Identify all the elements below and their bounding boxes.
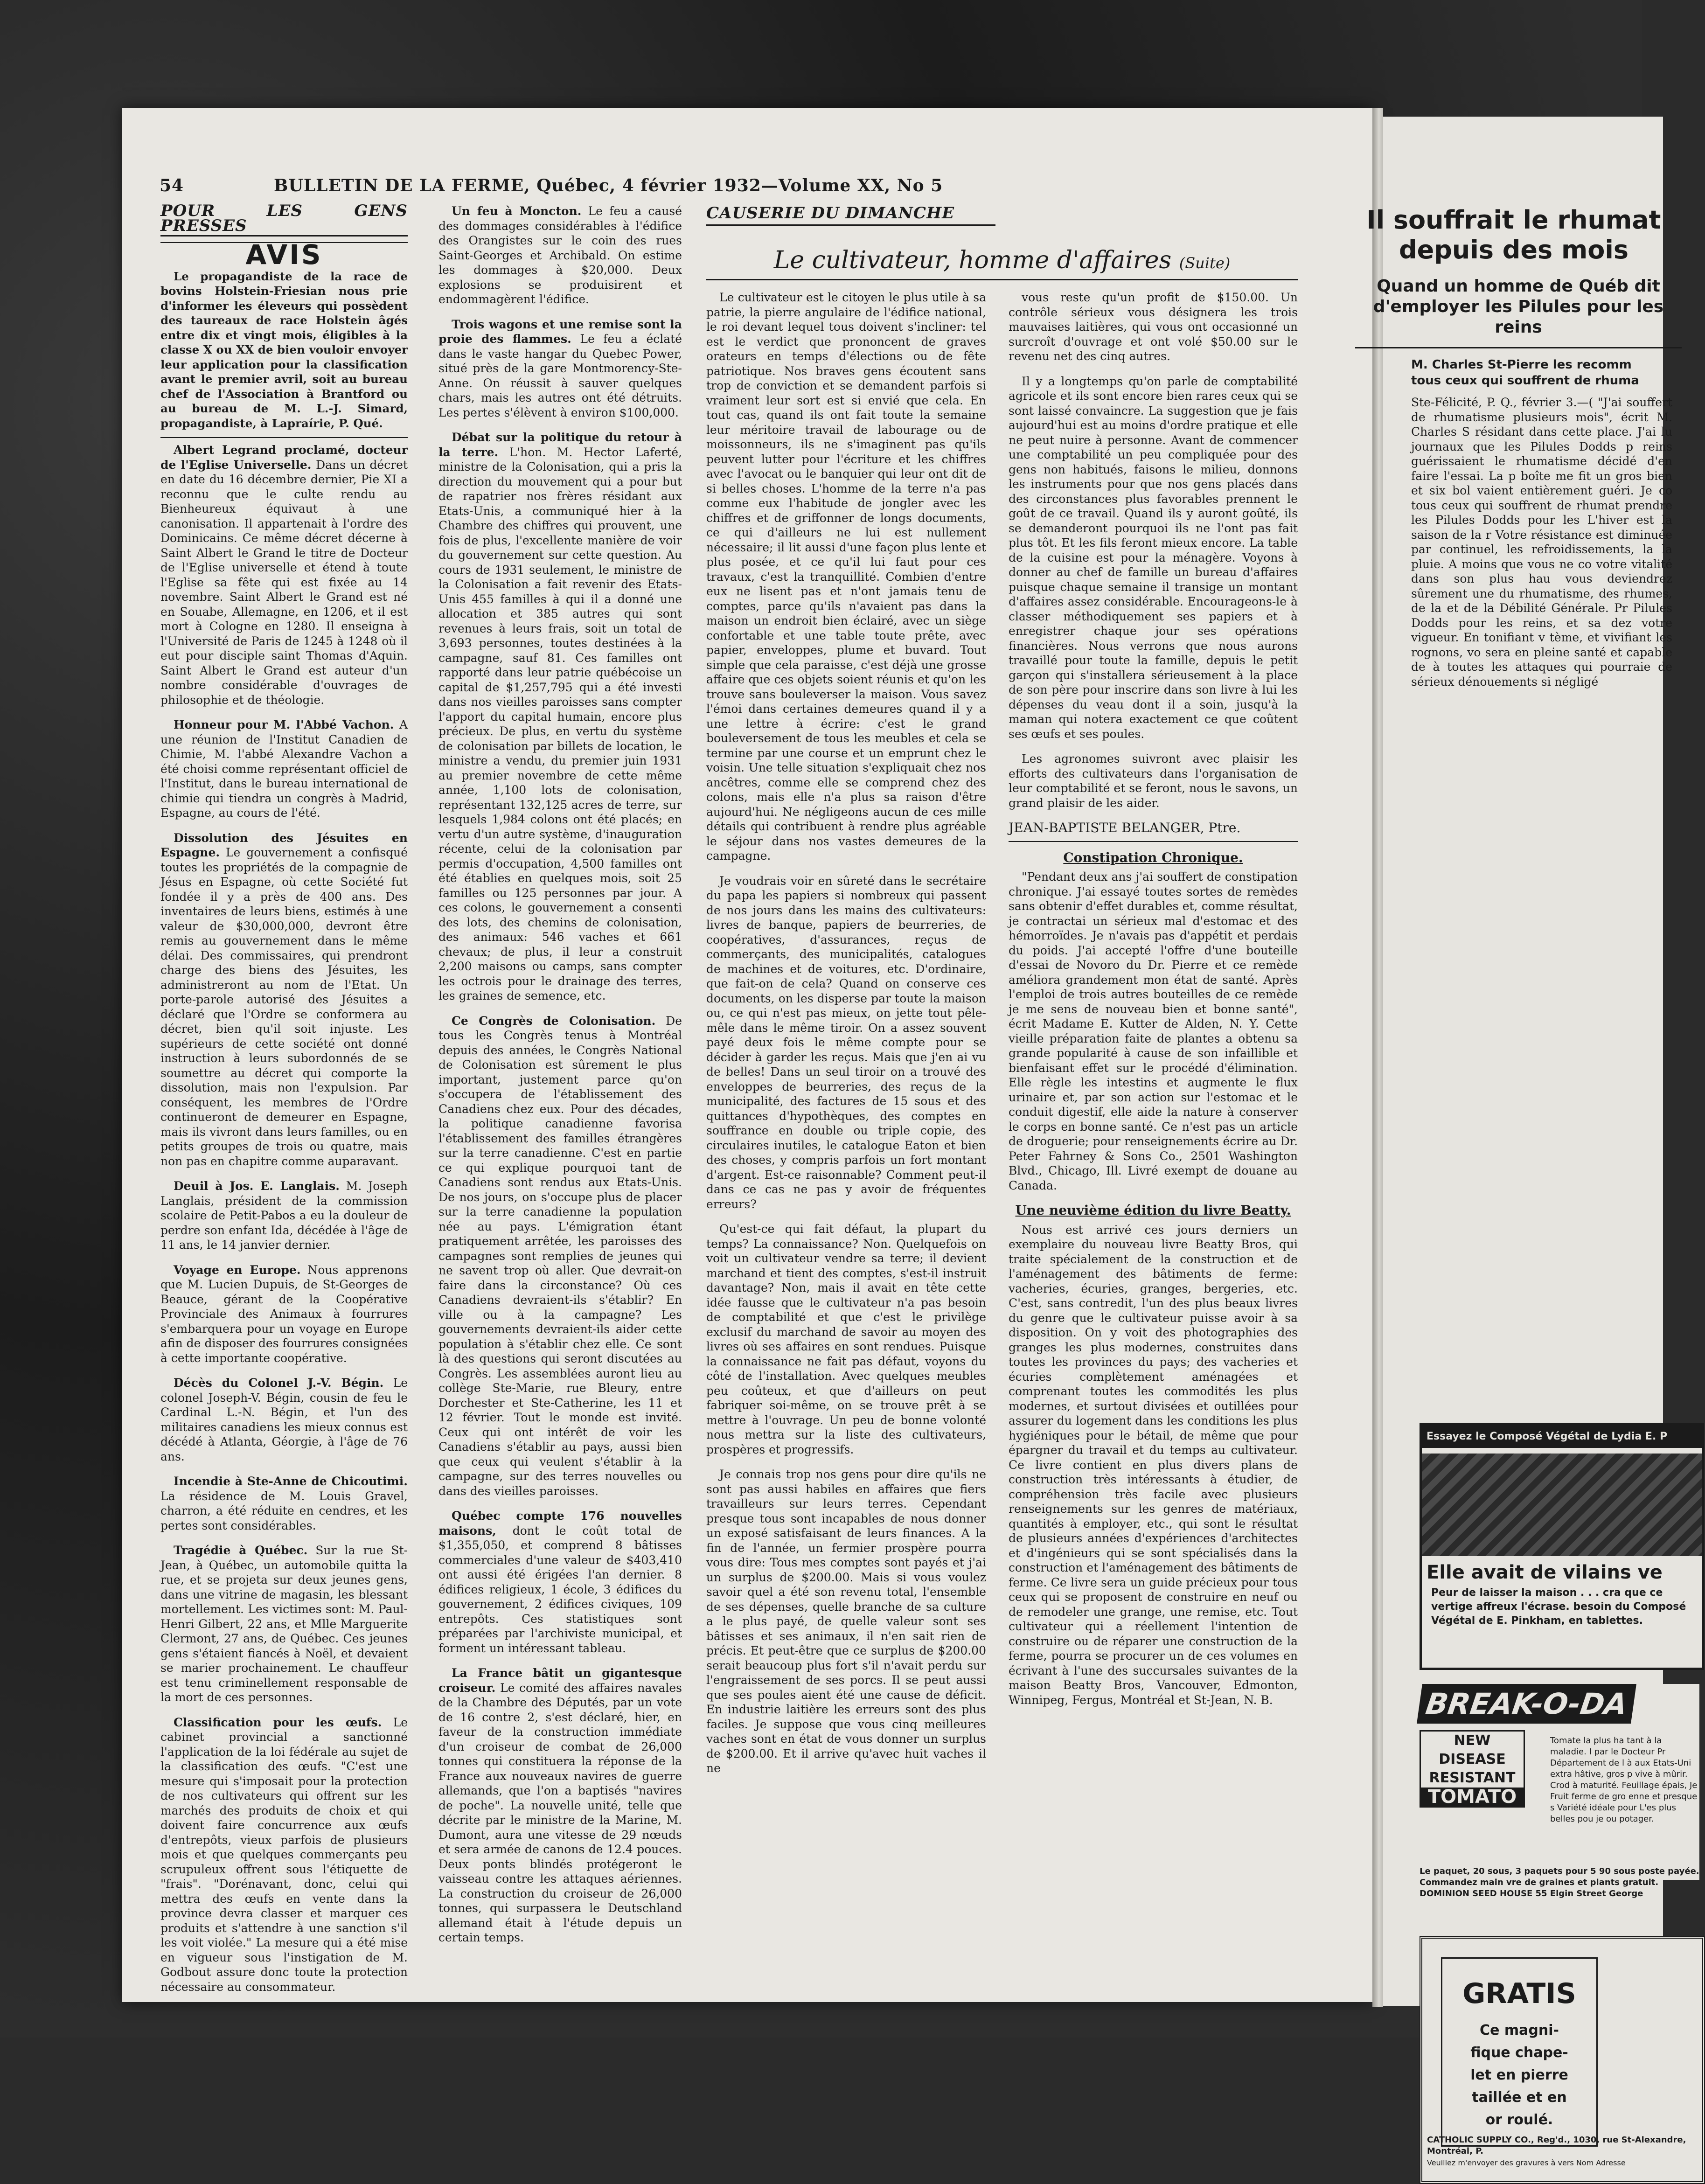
- news-title: Trois wagons et une remise sont la proie des flammes.: [438, 317, 682, 346]
- news-item: [160, 831, 408, 1169]
- news-title: Dissolution des Jésuites en Espagne.: [160, 831, 408, 859]
- facing-page: [1366, 117, 1699, 2167]
- paragraph: Il y a longtemps qu'on parle de comptabilité agricole et ils sont encore bien rares ceux qui se sont laissé convaincre. La suggestion que je fais aujourd'hui est au moins d'ordre pratique et elle ne peut nuire à personne. Avant de commencer une comptabilité un peu compliquée pour des gens non habitués, faisons le milieu, donnons les instruments pour que nos gens placés dans des circonstances plus favorables prennent le goût de ce travail. Quand ils y auront goûté, ils se demanderont pourquoi ils ne l'ont pas fait plus tôt. Et les fils feront mieux encore. La table de la cuisine est pour la ménagère. Voyons à donner au chef de famille un bureau d'affaires puisque chaque semaine il transige un montant d'affaires assez considérable. Encourageons-le à classer méthodiquement ses papiers et à enregistrer chaque jour ses opérations financières. Nous verrons que nous aurons travaillé pour toute la famille, depuis le petit garçon qui s'installera sérieusement à la place de son père pour inscrire dans son livre à lui les dépenses du veau dont il a soin, jusqu'à la maman qui notera exactement ce que coûtent ses œufs et ses poules.: [1009, 374, 1298, 741]
- news-title: La France bâtit un gigantesque croiseur.: [438, 1666, 682, 1695]
- news-text: Sur la rue St-Jean, à Québec, un automobile quitta la rue, et se projeta sur deux jeunes gens, dans une vitrine de magasin, les blessant mortellement. Les victimes sont: M. Paul-Henri Gilbert, 22 ans, et Mlle Marguerite Clermont, 27 ans, de Québec. Ces jeunes gens s'étaient fiancés à Noël, et devaient se marier prochainement. Le chauffeur est tenu criminellement responsable de la mort de ces personnes.: [160, 1544, 408, 1704]
- lydia-ad-image: [1422, 1454, 1702, 1556]
- causerie-title-text: Le cultivateur, homme d'affaires: [773, 246, 1172, 274]
- column-3: [706, 290, 986, 1941]
- gratis-line: Ce magni-: [1480, 2022, 1559, 2038]
- gratis-line: taillée et en: [1472, 2089, 1567, 2106]
- news-item: [160, 1179, 408, 1252]
- news-text: De tous les Congrès tenus à Montréal depuis des années, le Congrès National de Colonisation est sûrement le plus important, justement parce qu'on s'occupera de l'établissement des Canadiens chez eux. Pour des décades, la politique canadienne favorisa l'établissement des familles étrangères sur la terre canadienne. C'est en partie ce qui explique pourquoi tant de Canadiens sont rendus aux Etats-Unis. De nos jours, on s'occupe plus de placer sur la terre canadienne la population née au pays. L'émigration étant pratiquement arrêtée, les paroisses des campagnes sont remplies de jeunes qui ne savent trop où aller. Que devrait-on faire dans la circonstance? Où ces Canadiens devraient-ils s'établir? En ville ou à la campagne? Les gouvernements devraient-ils aider cette population à s'établir chez elle. Ce sont là des questions qui seront discutées au Congrès. Les assemblées auront lieu au collège Ste-Marie, rue Bleury, entre Dorchester et Ste-Catherine, les 11 et 12 février. Tout le monde est invité. Ceux qui ont intérêt de voir les Canadiens s'établir au pays, aussi bien que ceux qui veulent s'établir à la campagne, sur des terres nouvelles ou dans des vieilles paroisses.: [438, 1014, 682, 1498]
- column-4: [1009, 290, 1298, 1941]
- break-o-day-ad: [1420, 1684, 1699, 1899]
- gratis-line: fique chape-: [1470, 2045, 1568, 2061]
- tomato-line: TOMATO: [1421, 1788, 1524, 1806]
- news-text: Le feu a éclaté dans le vaste hangar du Quebec Power, situé près de la gare Montmorency-Ste-Anne. On réussit à sauver quelques chars, mais les autres ont été détruits. Les pertes s'élèvent à environ $100,000.: [438, 332, 682, 419]
- news-item: [438, 317, 682, 420]
- news-text: Nous est arrivé ces jours derniers un exemplaire du nouveau livre Beatty Bros, qui traite spécialement de la construction et de l'aménagement des bâtiments de ferme: vacheries, écuries, granges, bergeries, etc. C'est, sans contredit, l'un des plus beaux livres du genre que le cultivateur puisse avoir à sa disposition. On y voit des photographies des granges les plus modernes, construites dans toutes les provinces du pays; des vacheries et écuries complètement aménagées et comprenant toutes les commodités les plus modernes, et surtout divisées et outillées pour assurer du logement dans les conditions les plus hygiéniques pour le bétail, de même que pour épargner du travail et du temps au cultivateur. Ce livre contient en plus divers plans de construction très intéressants à étudier, de compréhension très facile avec plusieurs renseignements sur les genres de matériaux, quantités à employer, etc., qui sont le résultat de plusieurs années d'expériences d'architectes et d'ingénieurs qui se sont spécialisés dans la construction et l'aménagement des bâtiments de ferme. Ce livre sera un guide précieux pour tous ceux qui se proposent de construire en neuf ou de remodeler une grange, une remise, etc. Tout cultivateur qui a réellement l'intention de construire ou de réparer une construction de la ferme, pourra se procurer un de ces volumes en écrivant à l'une des succursales suivantes de la maison Beatty Bros, Vancouver, Edmonton, Winnipeg, Fergus, Montréal et St-Jean, N. B.: [1009, 1223, 1298, 1707]
- gratis-frame: [1441, 1957, 1598, 2147]
- paragraph: Le cultivateur est le citoyen le plus utile à sa patrie, la pierre angulaire de l'édifice national, le roi devant lequel tous doivent s'incliner: tel est le verdict que prononcent de graves orateurs en temps d'élections ou de fête patriotique. Nos braves gens écoutent sans trop de conviction et se demandent parfois si vraiment leur sort est si envié que cela. En tout cas, quand ils ont fait toute la semaine leur méritoire travail de labourage ou de moissonneurs, ils ne s'imaginent pas qu'ils peuvent lutter pour l'écriture et les chiffres avec l'avocat ou le banquier qui leur ont dit de si belles choses. L'homme de la terre n'a pas comme eux l'habitude de jongler avec les chiffres et de griffonner de longs documents, ce qui d'ailleurs ne lui est nullement nécessaire; il lit aussi d'une façon plus lente et plus posée, et ce qu'il lui faut pour ces travaux, c'est la tranquillité. Combien d'entre eux ne lisent pas et n'ont jamais tenu de comptes, parce qu'ils n'avaient pas dans la maison un endroit bien éclairé, avec un siège confortable et une table toute prête, avec papier, enveloppes, plume et buvard. Tout simple que cela paraisse, c'est déjà une grosse affaire que ces objets soient réunis et qu'on les trouve sans bouleverser la maison. Vous savez l'émoi dans certaines demeures quand il y a une lettre à écrire: c'est le grand bouleversement de tous les meubles et cela se termine par une course et un emprunt chez le voisin. Une telle situation s'expliquait chez nos ancêtres, comme elle se comprend chez des colons, mais elle n'a plus sa raison d'être aujourd'hui. Ne négligeons aucun de ces mille détails qui contribuent à rendre plus agréable le séjour dans nos vastes demeures de la campagne.: [706, 291, 986, 862]
- page-number: 54: [160, 176, 184, 195]
- page-spine: [1372, 108, 1383, 2007]
- column-1: [160, 202, 408, 1994]
- paragraph: Je connais trop nos gens pour dire qu'ils ne sont pas aussi habiles en affaires que fiers travailleurs sur leurs terres. Cependant presque tous sont incapables de nous donner un exposé satisfaisant de leurs finances. A la fin de l'année, un fermier prospère pourra vous dire: Tous mes comptes sont payés et j'ai un surplus de $200.00. Mais si vous voulez savoir quel a été son revenu total, l'ensemble de ses dépenses, quelle branche de sa culture a le plus payé, de quelle valeur sont ses bâtisses et ses animaux, il n'en sait rien de précis. Et peut-être que ce surplus de $200.00 serait beaucoup plus fort s'il n'avait perdu sur l'engraissement de ses porcs. Il se peut aussi que ses poules aient été une cause de déficit. En industrie laitière les erreurs sont des plus faciles. Je suppose que vous cinq meilleures vaches sont en état de vous donner un surplus de $200.00. Et il arrive qu'avec huit vaches il ne: [706, 1468, 986, 1775]
- lydia-ad-caption: Elle avait de vilains ve: [1427, 1562, 1663, 1583]
- news-item: [160, 1263, 408, 1366]
- causerie-heading-wrap: [706, 204, 995, 231]
- gratis-form: Veuillez m'envoyer des gravures à vers Nom Adresse: [1427, 2158, 1626, 2167]
- signature: JEAN-BAPTISTE BELANGER, Ptre.: [1009, 821, 1298, 842]
- causerie-title: [706, 243, 1298, 280]
- news-text: Nous apprenons que M. Lucien Dupuis, de St-Georges de Beauce, gérant de la Coopérative Provinciale des Animaux à fourrures s'embarquera pour un voyage en Europe afin de disposer des fourrures consignées à cette importante coopérative.: [160, 1263, 408, 1365]
- gratis-title: GRATIS: [1462, 1977, 1576, 2010]
- tomato-badge: [1420, 1730, 1525, 1808]
- ad-headline: Il souffrait le rhumat depuis des mois: [1366, 205, 1661, 264]
- news-item: [438, 430, 682, 1003]
- tomato-line: NEW: [1454, 1732, 1491, 1749]
- paragraph: vous reste qu'un profit de $150.00. Un contrôle sérieux vous désignera les trois mauvaises laitières, qui vous ont occasionné un surcroît d'ouvrage et ont volé $50.00 sur le revenu net des cinq autres.: [1009, 291, 1298, 363]
- avis-title: AVIS: [160, 242, 408, 263]
- news-text: A une réunion de l'Institut Canadien de Chimie, M. l'abbé Alexandre Vachon a été choisi comme représentant officiel de l'Institut, dans le bureau international de chimie qui tiendra un congrès à Madrid, Espagne, au cours de l'été.: [160, 718, 408, 820]
- gratis-line: let en pierre: [1470, 2067, 1568, 2083]
- news-item: [160, 1474, 408, 1533]
- newspaper-page: [122, 108, 1372, 2002]
- avis-body: Le propagandiste de la race de bovins Holstein-Friesian nous prie d'informer les éleveurs qui possèdent des taureaux de race Holstein âgés entre dix et vingt mois, éligibles à la classe X ou XX de bien vouloir envoyer leur application pour la classification avant le premier avril, soit au bureau chef de l'Association à Brantford ou au bureau de M. L.-J. Simard, propagandiste, à Lapraírie, P. Qué.: [160, 269, 408, 438]
- news-item: [160, 1543, 408, 1705]
- column-2: [438, 204, 682, 1944]
- news-title: Décès du Colonel J.-V. Bégin.: [174, 1376, 384, 1390]
- ad-body: Ste-Félicité, P. Q., février 3.—( "J'ai souffert de rhumatisme plusieurs mois", écrit M. Charles S résidant dans cette place. J'ai lu journaux que les Pilules Dodds p reins guérissaient le rhumatisme décidé d'en faire l'essai. La p boîte me fit un gros bien et six bol vaient entièrement guéri. Je co tous ceux qui souffrent de rhumat prendre les Pilules Dodds pour les L'hiver est la saison de la r Votre résistance est diminuée par continuel, les refroidissements, la la pluie. A moins que vous ne co votre vitalité dans son plus hau vous deviendrez sûrement une du rhumatisme, des rhumes, de la et de la Débilité Générale. Pr Pilules Dodds pour les reins, et sa dez votre vigueur. En tonifiant v tème, et vivifiant les rognons, vo sera en pleine santé et capable de à toutes les attaques qui pourraie de sérieux dénouements si négligé: [1411, 396, 1672, 689]
- news-title: Voyage en Europe.: [174, 1263, 301, 1277]
- news-title: Tragédie à Québec.: [174, 1544, 308, 1557]
- break-ad-title: BREAK-O-DA: [1417, 1684, 1636, 1724]
- news-text: L'hon. M. Hector Laferté, ministre de la Colonisation, qui a pris la direction du mouvement qui a pour but de rapatrier nos frères résidant aux Etats-Unis, a communiqué hier à la Chambre des chiffres qui prouvent, une fois de plus, l'excellente manière de voir du gouvernement sur cette question. Au cours de 1931 seulement, le ministre de la Colonisation a fait revenir des Etats-Unis 455 familles à qui il a donné une allocation et 385 autres qui sont revenues à leurs frais, soit un total de 3,693 personnes, toutes destinées à la campagne, sauf 81. Ces familles ont rapporté dans leur patrie québécoise un capital de $1,257,795 qui a été investi dans nos vieilles paroisses sans compter l'apport du capital humain, encore plus précieux. De plus, en vertu du système de colonisation par billets de location, le ministre a vendu, du premier juin 1931 au premier novembre de cette même année, 1,100 lots de colonisation, représentant 132,125 acres de terre, sur lesquels 1,984 colons ont été placés; en vertu d'un autre système, d'inauguration récente, celui de la colonisation par permis d'occupation, 4,500 familles ont été établies en quelques mois, soit 25 familles ou 125 personnes par jour. A ces colons, le gouvernement a consenti des lots, des chemins de colonisation, des animaux: 546 vaches et 661 chevaux; de plus, il leur a construit 2,200 maisons ou camps, sans compter les octrois pour le drainage des terres, les graines de semence, etc.: [438, 445, 682, 1002]
- break-ad-price: Le paquet, 20 sous, 3 paquets pour 5 90 sous poste payée. Commandez main vre de graines et plants gratuit. DOMINION SEED HOUSE 55 Elgin Street George: [1420, 1866, 1699, 1899]
- gratis-line: or roulé.: [1485, 2112, 1553, 2128]
- news-title: Incendie à Ste-Anne de Chicoutimi.: [174, 1475, 408, 1488]
- news-item: [438, 1509, 682, 1655]
- break-ad-side-text: Tomate la plus ha tant à la maladie. I par le Docteur Pr Département de l à aux Etats-Uni extra hâtive, gros p vive à mûrir. Crod à maturité. Feuillage épais, Je Fruit ferme de gro enne et presque s Variété idéale pour L'es plus belles pou je ou potager.: [1550, 1736, 1698, 1824]
- news-item: [160, 443, 408, 707]
- ad-subhead: Quand un homme de Québ dit d'employer les Pilules pour les reins: [1355, 276, 1682, 348]
- news-text: Le feu a causé des dommages considérables à l'édifice des Orangistes sur le coin des rues Saint-Georges et Archibald. On estime les dommages à $20,000. Deux explosions se produisirent et endommagèrent l'édifice.: [438, 204, 682, 306]
- news-title: Albert Legrand proclamé, docteur de l'Eglise Universelle.: [160, 443, 408, 472]
- news-item: [438, 1014, 682, 1499]
- lydia-ad: [1420, 1423, 1704, 1670]
- news-text: M. Joseph Langlais, président de la commission scolaire de Petit-Pabos a eu la douleur de perdre son enfant Ida, décédée à l'âge de 11 ans, le 14 janvier dernier.: [160, 1179, 408, 1252]
- news-text: Le cabinet provincial a sanctionné l'application de la loi fédérale au sujet de la classification des œufs. "C'est une mesure qui s'imposait pour la protection de nos cultivateurs qui offrent sur les marchés des produits de choix et qui doivent faire concurrence aux œufs d'entrepôts, vieux parfois de plusieurs mois et que quelques commerçants peu scrupuleux offrent sous l'étiquette de "frais". "Dorénavant, donc, celui qui mettra des œufs en vente dans la province devra classer et marquer ces produits et s'attendre à une sanction s'il les voit violée." La mesure qui a été mise en vigueur sous l'instigation de M. Godbout assure donc toute la protection nécessaire au consommateur.: [160, 1715, 408, 1994]
- news-item: [438, 204, 682, 307]
- news-text: Le comité des affaires navales de la Chambre des Députés, par un vote de 16 contre 2, s'est déclaré, hier, en faveur de la construction immédiate d'un croiseur de combat de 26,000 tonnes qui constituera la réponse de la France aux nouveaux navires de guerre allemands, que l'on a baptisés "navires de poche". La nouvelle unité, telle que décrite par le ministre de la Marine, M. Dumont, aura une vitesse de 29 nœuds et sera armée de canons de 12.4 pouces. Deux ponts blindés protégeront le vaisseau contre les attaques aériennes. La construction du croiseur de 26,000 tonnes, qui surpassera le Deutschland allemand était à l'étude depuis un certain temps.: [438, 1681, 682, 1944]
- news-item: [160, 717, 408, 821]
- news-title: Un feu à Moncton.: [452, 204, 582, 218]
- news-title: Constipation Chronique.: [1063, 849, 1243, 865]
- news-title: Classification pour les œufs.: [174, 1715, 382, 1729]
- tomato-line: RESISTANT: [1429, 1770, 1516, 1786]
- news-text: La résidence de M. Louis Gravel, charron, a été réduite en cendres, et les pertes sont considérables.: [160, 1489, 408, 1532]
- news-item: [160, 1376, 408, 1464]
- paragraph: Qu'est-ce qui fait défaut, la plupart du temps? La connaissance? Non. Quelquefois on voit un cultivateur vendre sa terre; il devient marchand et tient des comptes, s'est-il instruit davantage? Non, mais il avait en tête cette idée fausse que le cultivateur n'a pas besoin de comptabilité et que c'est le privilège exclusif du marchand de savoir au moyen des livres où ses affaires en sont rendues. Puisque la connaissance ne fait pas défaut, voyons du côté de l'installation. Avec quelques meubles peu coûteux, et que d'ailleurs on peut fabriquer soi-même, on se trouve prêt à se mettre à l'ouvrage. Un peu de bonne volonté nous mettra sur la liste des cultivateurs, prospères et progressifs.: [706, 1222, 986, 1456]
- section-heading: POUR LES GENS PRESSES: [160, 204, 408, 236]
- lydia-ad-topbar: Essayez le Composé Végétal de Lydia E. P: [1422, 1425, 1702, 1448]
- gratis-company: CATHOLIC SUPPLY CO., Reg'd., 1030, rue St-Alexandre, Montréal, P.: [1427, 2135, 1686, 2156]
- news-text: "Pendant deux ans j'ai souffert de constipation chronique. J'ai essayé toutes sortes de remèdes sans obtenir d'effet durables et, comme résultat, je contractai un sérieux mal d'estomac et des hémorroïdes. Je n'avais pas d'appétit et perdais du poids. J'ai accepté l'offre d'une bouteille d'essai de Novoro du Dr. Pierre et ce remède améliora grandement mon état de santé. Après l'emploi de trois autres bouteilles de ce remède je me sens de nouveau bien et bonne santé", écrit Madame E. Kutter de Alden, N. Y. Cette vieille préparation faite de plantes a obtenu sa grande popularité à cause de son infaillible et bienfaisant effet sur le procédé d'élimination. Elle règle les intestins et augmente le flux urinaire et, par son action sur l'estomac et le conduit digestif, elle aide la nature à conserver le corps en bonne santé. Ce n'est pas un article de droguerie; pour renseignements écrire au Dr. Peter Fahrney & Sons Co., 2501 Washington Blvd., Chicago, Ill. Livré exempt de douane au Canada.: [1009, 870, 1298, 1192]
- news-title: Débat sur la politique du retour à la terre.: [438, 431, 682, 459]
- tomato-line: DISEASE: [1439, 1751, 1506, 1767]
- gratis-text: [1442, 2019, 1596, 2131]
- page-header: [160, 176, 1326, 204]
- page-title: BULLETIN DE LA FERME, Québec, 4 février 1932—Volume XX, No 5: [274, 176, 943, 195]
- causerie-title-suffix: (Suite): [1179, 254, 1231, 272]
- news-text: Le gouvernement a confisqué toutes les propriétés de la compagnie de Jésus en Espagne, où cette Société fut fondée il y a près de 400 ans. Des inventaires de leurs biens, estimés à une valeur de $30,000,000, devront être remis au gouvernement dans le même délai. Des commissaires, qui prendront charge des biens des Jésuites, les administreront au nom de l'Etat. Un porte-parole autorisé des Jésuites a déclaré que l'Ordre se conformera au décret, bien qu'il soit injuste. Les supérieurs de cette société ont donné instruction à leurs subordonnés de se soumettre au décret qui comporte la dissolution, mais non l'expulsion. Par conséquent, les membres de l'Ordre continueront de demeurer en Espagne, mais ils vivront dans leurs familles, ou en petits groupes de trois ou quatre, mais non pas en chapitre comme auparavant.: [160, 846, 408, 1168]
- paragraph: Je voudrais voir en sûreté dans le secrétaire du papa les papiers si nombreux qui passent de nos jours dans les mains des cultivateurs: livres de banque, papiers de beurreries, de coopératives, d'assurances, reçus de commerçants, des municipalités, catalogues de machines et de voitures, etc. D'ordinaire, que fait-on de cela? Quand on conserve ces documents, on les disperse par toute la maison ou, ce qui n'est pas mieux, on jette tout pêle-mêle dans le même tiroir. On a assez souvent payé deux fois le même compte pour se décider à garder les reçus. Mais que j'en ai vu de belles! Dans un seul tiroir on a trouvé des enveloppes de beurreries, des reçus de la municipalité, des factures de 15 sous et des quittances d'hypothèques, des comptes en souffrance en double ou triple copie, des circulaires inutiles, le catalogue Eaton et bien des choses, y compris parfois un fort montant d'argent. Est-ce raisonnable? Comment peut-il dans ce cas ne pas y avoir de fréquentes erreurs?: [706, 874, 986, 1211]
- paragraph: Les agronomes suivront avec plaisir les efforts des cultivateurs dans l'organisation de leur comptabilité et se feront, nous le savons, un grand plaisir de les aider.: [1009, 752, 1298, 810]
- lydia-ad-body: Peur de laisser la maison . . . cra que ce vertige affreux l'écrase. besoin du Composé Végétal de E. Pinkham, en tablettes.: [1431, 1587, 1686, 1627]
- ad-subhead-2: M. Charles St-Pierre les recomm tous ceux qui souffrent de rhuma: [1411, 358, 1639, 388]
- news-title: Deuil à Jos. E. Langlais.: [174, 1179, 340, 1193]
- news-title: Une neuvième édition du livre Beatty.: [1015, 1203, 1291, 1218]
- causerie-section: CAUSERIE DU DIMANCHE: [706, 204, 995, 226]
- news-text: dont le coût total de $1,355,050, et comprend 8 bâtisses commerciales d'une valeur de $403,410 ont aussi été érigées l'an dernier. 8 édifices religieux, 1 école, 3 édifices du gouvernement, 2 édifices civiques, 109 entrepôts. Ces statistiques sont préparées par l'archiviste municipal, et forment un intéressant tableau.: [438, 1523, 682, 1655]
- news-title: Honneur pour M. l'Abbé Vachon.: [174, 718, 394, 731]
- gratis-ad: [1420, 1936, 1705, 2184]
- news-title: Ce Congrès de Colonisation.: [452, 1014, 656, 1028]
- news-text: Le colonel Joseph-V. Bégin, cousin de feu le Cardinal L.-N. Bégin, et l'un des militaires canadiens les mieux connus est décédé à Atlanta, Géorgie, à l'âge de 76 ans.: [160, 1376, 408, 1463]
- news-title: Québec compte 176 nouvelles maisons,: [438, 1509, 682, 1537]
- news-item: [160, 1715, 408, 1995]
- news-item: [438, 1666, 682, 1945]
- news-text: Dans un décret en date du 16 décembre dernier, Pie XI a reconnu que le culte rendu au Bienheureux équivaut à une canonisation. Il appartenait à l'ordre des Dominicains. Ce même décret décerne à Saint Albert le Grand le titre de Docteur de l'Eglise universelle et étend à toute l'Eglise sa fête qui est fixée au 14 novembre. Saint Albert le Grand est né en Souabe, Allemagne, en 1206, et il est mort à Cologne en 1280. Il enseigna à l'Université de Paris de 1245 à 1248 où il eut pour disciple saint Thomas d'Aquin. Saint Albert le Grand est auteur d'un nombre considérable d'ouvrages de philosophie et de théologie.: [160, 458, 408, 707]
